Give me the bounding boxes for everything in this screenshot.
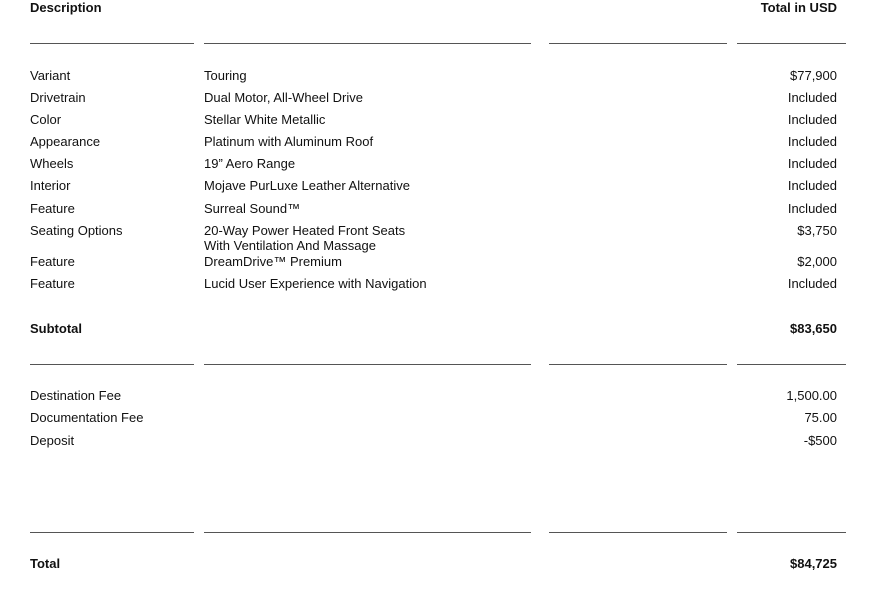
item-description: Lucid User Experience with Navigation xyxy=(204,276,427,291)
total-value: $84,725 xyxy=(790,556,837,571)
fee-label: Documentation Fee xyxy=(30,410,144,425)
item-description: Touring xyxy=(204,68,247,83)
item-price: Included xyxy=(787,112,837,127)
item-label: Feature xyxy=(30,276,75,291)
total-label: Total xyxy=(30,556,61,571)
fee-value: 1,500.00 xyxy=(786,388,837,403)
item-label: Feature xyxy=(30,201,75,216)
item-label: Feature xyxy=(30,254,75,269)
total-column-header: Total in USD xyxy=(760,0,837,15)
item-description: DreamDrive™ Premium xyxy=(204,254,342,269)
item-price: Included xyxy=(787,201,837,216)
item-description: Dual Motor, All-Wheel Drive xyxy=(204,90,363,105)
item-label: Wheels xyxy=(30,156,74,171)
item-description-line2: With Ventilation And Massage xyxy=(204,238,376,253)
item-description: 19” Aero Range xyxy=(204,156,296,171)
fee-label: Deposit xyxy=(30,433,75,448)
item-description: 20-Way Power Heated Front Seats xyxy=(204,223,406,238)
item-label: Seating Options xyxy=(30,223,123,238)
item-label: Appearance xyxy=(30,134,101,149)
item-price: $2,000 xyxy=(797,254,837,269)
item-price: Included xyxy=(787,156,837,171)
item-price: $3,750 xyxy=(797,223,837,238)
subtotal-label: Subtotal xyxy=(30,321,82,336)
fee-label: Destination Fee xyxy=(30,388,122,403)
description-column-header: Description xyxy=(30,0,102,15)
item-description: Platinum with Aluminum Roof xyxy=(204,134,374,149)
item-description: Stellar White Metallic xyxy=(204,112,326,127)
item-description: Mojave PurLuxe Leather Alternative xyxy=(204,178,410,193)
fee-value: -$500 xyxy=(803,433,837,448)
item-description: Surreal Sound™ xyxy=(204,201,301,216)
item-price: $77,900 xyxy=(790,68,837,83)
item-label: Drivetrain xyxy=(30,90,86,105)
item-label: Variant xyxy=(30,68,71,83)
item-label: Color xyxy=(30,112,62,127)
subtotal-value: $83,650 xyxy=(790,321,837,336)
item-price: Included xyxy=(787,134,837,149)
fee-value: 75.00 xyxy=(804,410,837,425)
item-price: Included xyxy=(787,276,837,291)
item-price: Included xyxy=(787,178,837,193)
item-price: Included xyxy=(787,90,837,105)
item-label: Interior xyxy=(30,178,71,193)
